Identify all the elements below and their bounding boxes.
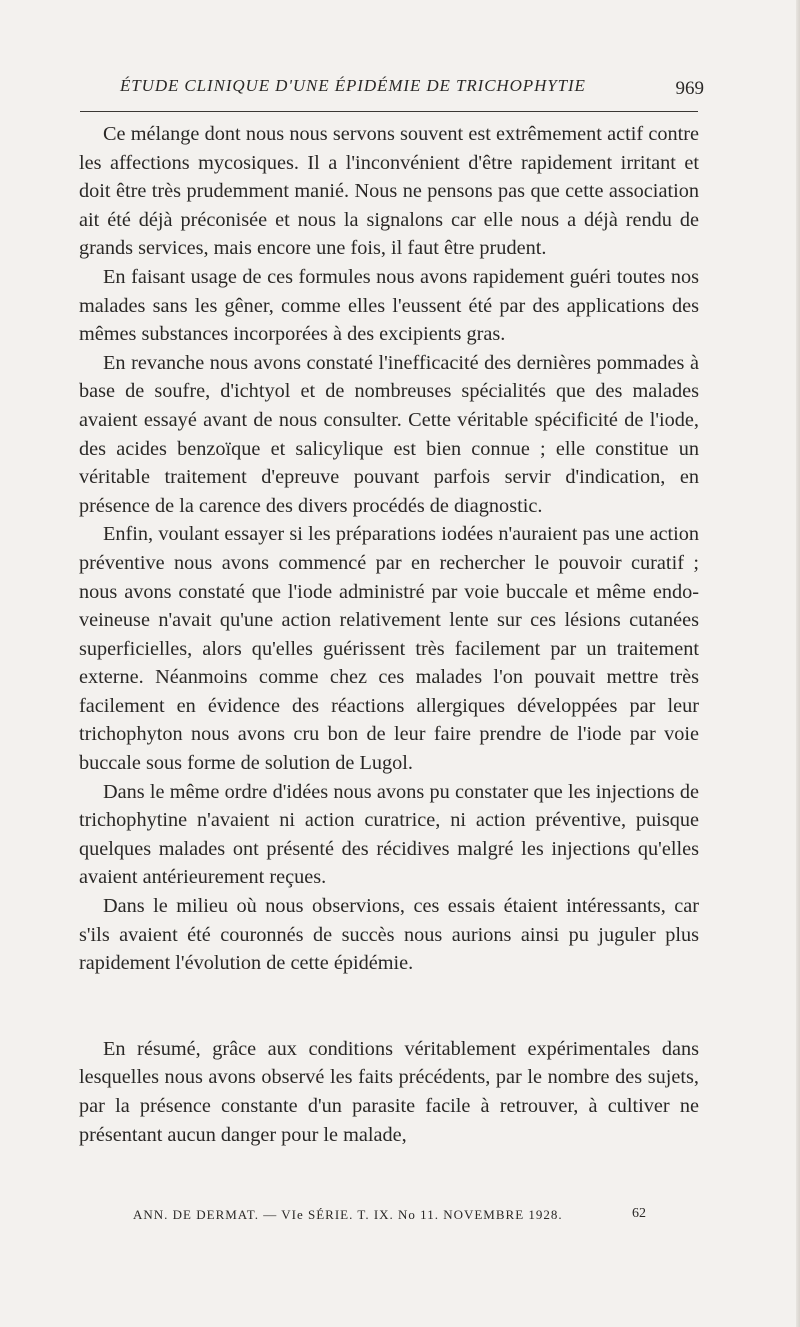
paragraph: En faisant usage de ces formules nous avons rapidement guéri toutes nos malades sans les gêner, comme elles l'eussent été par des applications des mêmes substances incorporées à des excipients gras. xyxy=(79,265,699,346)
running-head xyxy=(80,76,704,102)
running-title: ÉTUDE CLINIQUE D'UNE ÉPIDÉMIE DE TRICHOPHYTIE xyxy=(120,76,586,95)
page-number: 969 xyxy=(675,78,704,99)
footer-sheet-number: 62 xyxy=(632,1206,646,1221)
paragraph: Dans le milieu où nous observions, ces essais étaient intéressants, car s'ils avaient été couronnés de succès nous aurions ainsi pu juguler plus rapidement l'évolution de cette épidémie. xyxy=(79,895,699,975)
summary-paragraph: En résumé, grâce aux conditions véritablement expérimentales dans lesquelles nous avons observé les faits précédents, par le nombre des sujets, par la présence constante d'un parasite facile à retrouver, à cultiver ne présentant aucun danger pour le malade, xyxy=(79,1037,699,1146)
paragraph: Dans le même ordre d'idées nous avons pu constater que les injections de trichophytine n'avaient ni action curatrice, ni action préventive, puisque quelques malades ont présenté des récidives malgré les injections qu'elles avaient antérieurement reçues. xyxy=(79,780,699,889)
paragraph: Ce mélange dont nous nous servons souvent est extrêmement actif contre les affections mycosiques. Il a l'inconvénient d'être rapidement irritant et doit être très prudemment manié. Nous ne pensons pas que cette association ait été déjà préconisée et nous la signalons car elle nous a déjà rendu de grands services, mais encore une fois, il faut être prudent. xyxy=(79,123,699,260)
page-edge xyxy=(796,0,800,1327)
paragraph: En revanche nous avons constaté l'inefficacité des dernières pommades à base de soufre, d'ichtyol et de nombreuses spécialités que des malades avaient essayé avant de nous consulter. Cette véritable spécificité de l'iode, des acides benzoïque et salicylique est bien connue ; elle constitue un véritable traitement d'epreuve pouvant parfois servir d'indication, en présence de la carence des divers procédés de diagnostic. xyxy=(79,351,699,517)
header-rule xyxy=(80,111,698,112)
paragraph: Enfin, voulant essayer si les préparations iodées n'auraient pas une action préventive nous avons commencé par en rechercher le pouvoir curatif ; nous avons constaté que l'iode administré par voie buccale et même endo-veineuse n'avait qu'une action relativement lente sur ces lésions cutanées superficielles, alors qu'elles guérissent très facilement par un traitement externe. Néanmoins comme chez ces malades l'on pouvait mettre très facilement en évidence des réactions allergiques développées par leur trichophyton nous avons cru bon de leur faire prendre de l'iode par voie buccale sous forme de solution de Lugol. xyxy=(79,523,699,775)
footer-citation: ANN. DE DERMAT. — VIe SÉRIE. T. IX. No 11. NOVEMBRE 1928. xyxy=(133,1207,563,1222)
body-text xyxy=(79,120,699,1149)
